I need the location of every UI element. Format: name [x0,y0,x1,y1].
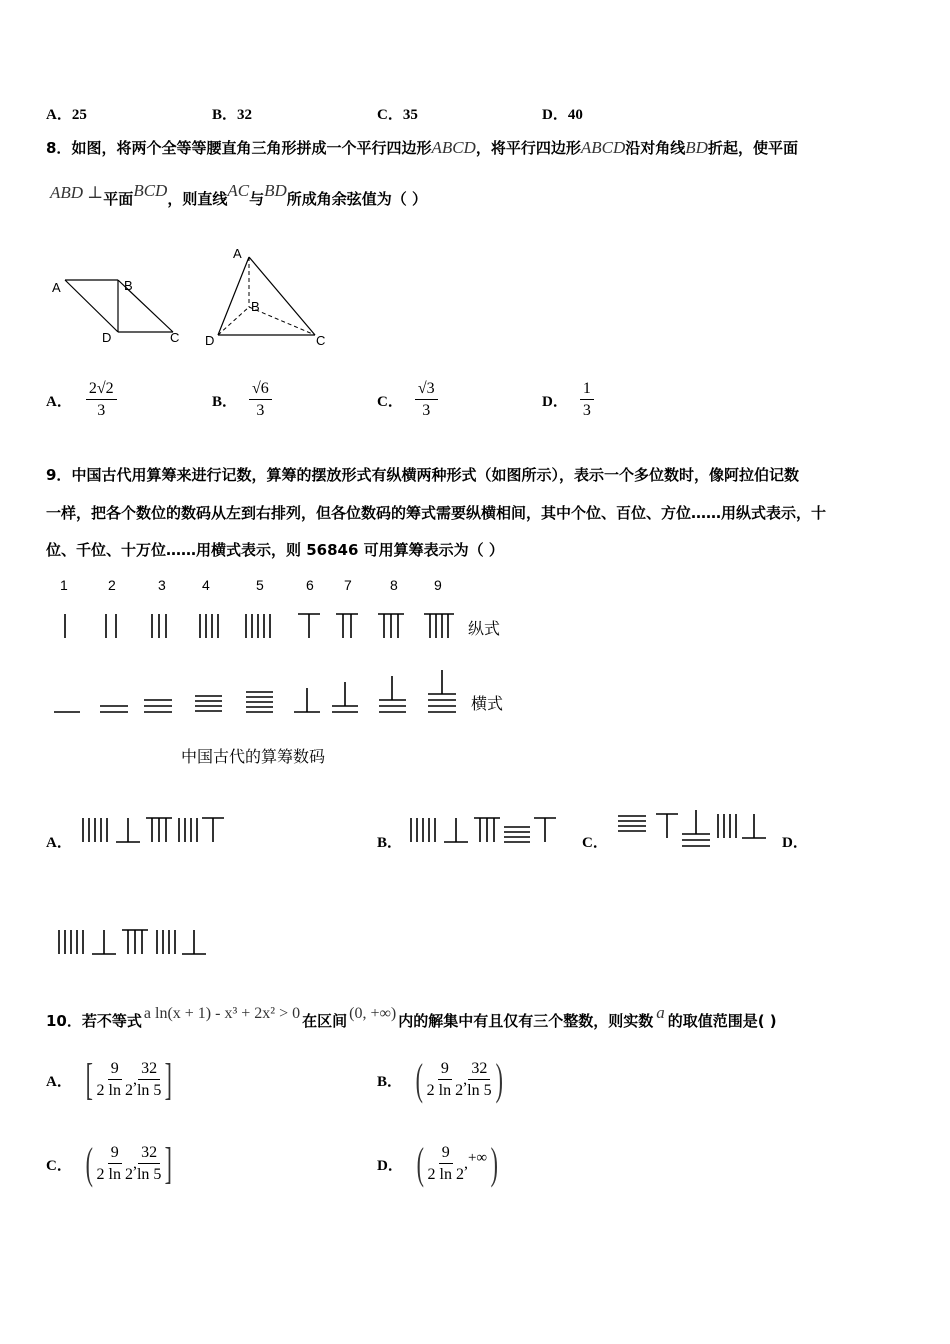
q9-option-b-rods[interactable] [408,812,560,848]
q10-option-c[interactable]: C． ( $\frac{9}{2 \ln 2}$ , $\frac{32}{\ln 5}$ ] [46,1139,173,1188]
q7-option-d[interactable]: D．40 [542,107,583,123]
q8-line1: 8．如图，将两个全等等腰直角三角形拼成一个平行四边形ABCD，将平行四边形ABCD沿对角线BD折起，使平面 [46,138,798,157]
q9-line3: 位、千位、十万位……用横式表示，则 56846 可用算筹表示为（ ） [46,541,504,559]
digit-label-6: 6 [306,577,314,593]
counting-rods-chart [40,570,520,770]
q9-line1: 9．中国古代用算筹来进行记数，算筹的摆放形式有纵横两种形式（如图所示），表示一个多位数时，像阿拉伯记数 [46,466,799,484]
horizontal-forms [54,670,456,712]
q9-option-b-label[interactable]: B． [377,835,403,851]
q9-option-c-rods[interactable] [614,804,774,850]
q8-option-a[interactable]: A． $\frac{2√2}{3}$ [46,380,117,420]
fig2-label-c: C [316,333,326,348]
digit-labels [60,577,442,593]
fig2-label-d: D [205,333,215,348]
q8-option-c[interactable]: C． $\frac{√3}{3}$ [377,380,438,420]
q8-line2: ABD ⊥平面BCD，则直线AC与BD所成角余弦值为（ ） [50,181,427,208]
digit-label-1: 1 [60,577,68,593]
digit-label-3: 3 [158,577,166,593]
fig1-label-d: D [102,330,112,345]
vertical-forms [65,614,454,638]
parallelogram-figure [52,278,179,345]
digit-label-4: 4 [202,577,210,593]
q9-option-c-label[interactable]: C． [582,835,608,851]
q10-interval: (0, +∞) [349,1005,397,1022]
q10-stem: 10． 若不等式 a ln(x + 1) - x³ + 2x² > 0 在区间 (0, +∞) 内的解集中有且仅有三个整数，则实数 a 的取值范围是( ) [46,1003,777,1030]
digit-label-2: 2 [108,577,116,593]
fig1-label-b: B [124,278,133,293]
horizontal-form-label: 横式 [471,696,504,713]
digit-label-8: 8 [390,577,398,593]
q10-option-b[interactable]: B． ( $\frac{9}{2 \ln 2}$ , $\frac{32}{\ln 5}$ ) [377,1055,503,1104]
rods-caption: 中国古代的算筹数码 [181,749,326,766]
digit-label-5: 5 [256,577,264,593]
fig1-label-c: C [170,330,180,345]
q9-option-d-rods[interactable] [56,924,216,960]
q9-option-a-label[interactable]: A． [46,835,72,851]
q9-line2: 一样，把各个数位的数码从左到右排列，但各位数码的筹式需要纵横相间，其中个位、百位、方位……用纵式表示，十 [46,504,827,522]
q7-option-a[interactable]: A．25 [46,107,87,123]
fig2-label-b: B [251,299,260,314]
vertical-form-label: 纵式 [468,621,501,638]
q9-option-a-rods[interactable] [80,812,230,848]
q8-figure [40,240,340,355]
fig2-label-a: A [233,246,242,261]
digit-label-7: 7 [344,577,352,593]
q10-inequality: a ln(x + 1) - x³ + 2x² > 0 [143,1005,301,1022]
q9-option-d-label[interactable]: D． [782,835,808,851]
q10-option-d[interactable]: D． ( $\frac{9}{2 \ln 2}$ , +∞ ) [377,1139,499,1188]
q8-option-b[interactable]: B． $\frac{√6}{3}$ [212,380,272,420]
q7-option-c[interactable]: C．35 [377,107,418,123]
q7-option-b[interactable]: B．32 [212,107,253,123]
digit-label-9: 9 [434,577,442,593]
fig1-label-a: A [52,280,61,295]
q10-option-a[interactable]: A． [ $\frac{9}{2 \ln 2}$ , $\frac{32}{\ln 5}$ ] [46,1055,173,1104]
q8-option-d[interactable]: D． $\frac{1}{3}$ [542,380,594,420]
tetrahedron-figure [205,246,325,348]
